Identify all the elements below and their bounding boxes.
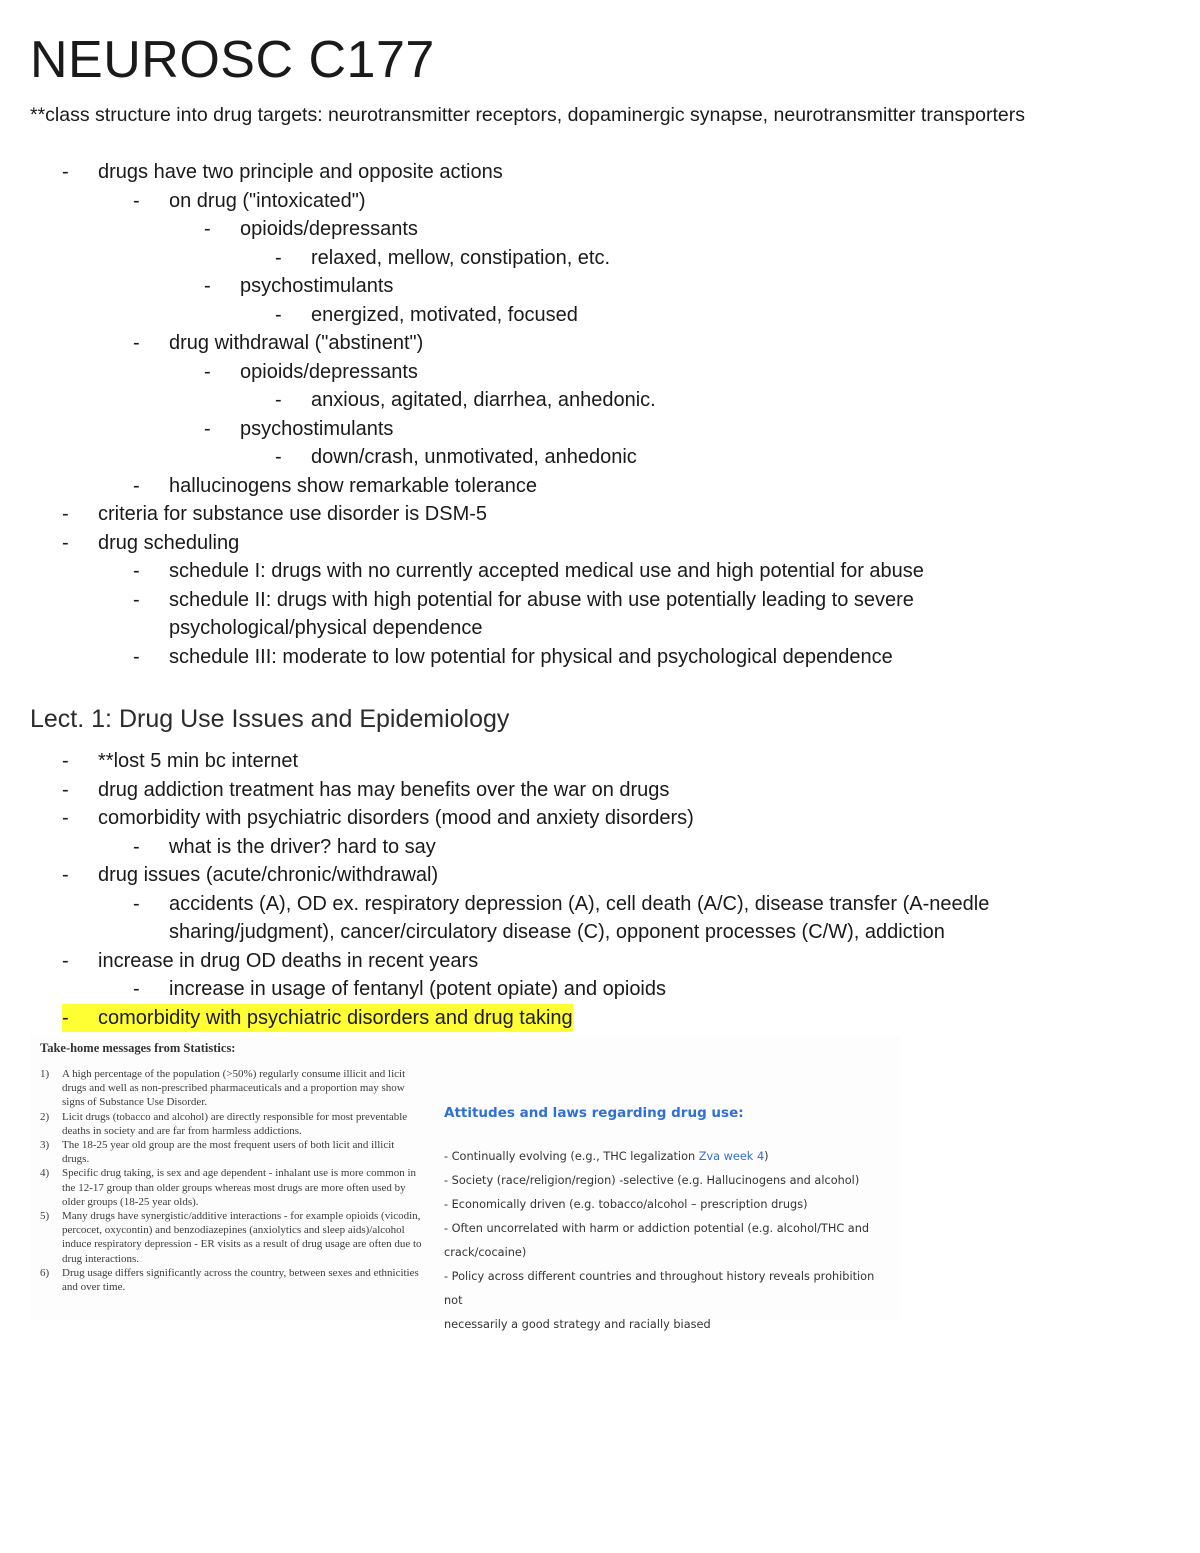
statistics-item <box>34 1138 424 1166</box>
bullet-dash: - <box>204 360 211 383</box>
bullet-text: increase in usage of fentanyl (potent opiate) and opioids <box>169 978 667 1000</box>
statistics-item <box>34 1209 424 1266</box>
bullet-text: criteria for substance use disorder is DSM-5 <box>98 503 488 525</box>
attitudes-item-note: Zva week 4 <box>698 1150 765 1163</box>
attitudes-item <box>444 1241 894 1265</box>
bullet-dash: - <box>275 246 282 269</box>
bullet-text: on drug ("intoxicated") <box>169 189 366 212</box>
attitudes-item <box>444 1193 894 1217</box>
attitudes-item-text: - Society (race/religion/region) -selective (e.g. Hallucinogens and alcohol) <box>444 1174 860 1187</box>
bullet-text: hallucinogens show remarkable tolerance <box>169 474 537 497</box>
bullet-text: drug addiction treatment has may benefits over the war on drugs <box>98 778 670 801</box>
bullet-text: drug withdrawal ("abstinent") <box>169 332 424 354</box>
statistics-item-text: The 18-25 year old group are the most frequent users of both licit and illicit drugs. <box>62 1139 395 1166</box>
bullet-text: drug scheduling <box>98 531 240 554</box>
attitudes-item-text: - Policy across different countries and throughout history reveals prohibition not <box>444 1270 875 1307</box>
bullet-dash: - <box>133 474 140 497</box>
statistics-item-text: Specific drug taking, is sex and age dependent - inhalant use is more common in the 12-17 group than older groups whereas most drugs are more often used by older groups (18-25 year olds). <box>62 1167 417 1208</box>
bullet-dash: - <box>133 835 140 858</box>
attitudes-item-text: - Continually evolving (e.g., THC legalization <box>444 1150 696 1163</box>
bullet-text: what is the driver? hard to say <box>169 835 436 858</box>
statistics-item <box>34 1067 424 1110</box>
bullet-dash: - <box>275 389 282 411</box>
attitudes-item-text: necessarily a good strategy and racially biased <box>444 1318 711 1331</box>
bullet-dash: - <box>133 189 140 212</box>
attitudes-item-tail: ) <box>764 1150 769 1163</box>
statistics-title: Take-home messages from Statistics: <box>40 1041 236 1055</box>
lecture-heading: Lect. 1: Drug Use Issues and Epidemiology <box>30 705 510 733</box>
bullet-text: drug issues (acute/chronic/withdrawal) <box>98 864 439 886</box>
bullet-text: drugs have two principle and opposite actions <box>98 161 503 183</box>
bullet-text: sharing/judgment), cancer/circulatory disease (C), opponent processes (C/W), addiction <box>169 921 945 943</box>
attitudes-title: Attitudes and laws regarding drug use: <box>444 1105 744 1121</box>
statistics-list <box>34 1067 424 1294</box>
bullet-dash: - <box>275 303 282 326</box>
statistics-item-number: 2) <box>40 1110 50 1123</box>
bullet-text: increase in drug OD deaths in recent years <box>98 949 479 972</box>
statistics-item <box>34 1166 424 1209</box>
bullet-text: relaxed, mellow, constipation, etc. <box>311 246 611 269</box>
class-structure-note: **class structure into drug targets: neurotransmitter receptors, dopaminergic synapse, neurotransmitter transporters <box>30 104 1025 126</box>
statistics-item-text: Many drugs have synergistic/additive interactions - for example opioids (vicodin, percocet, oxycontin) and benzodiazepines (anxiolytics and sleep aids)/alcohol induce respiratory depression - ER visits as a result of drug usage are often due to drug interactions. <box>62 1210 422 1265</box>
statistics-item-number: 1) <box>40 1068 50 1080</box>
bullet-text: opioids/depressants <box>240 218 418 240</box>
bullet-text: schedule II: drugs with high potential for abuse with use potentially leading to severe <box>169 588 914 611</box>
statistics-item-text: Drug usage differs significantly across the country, between sexes and ethnicities and over time. <box>62 1266 419 1294</box>
bullet-text: psychostimulants <box>240 417 394 440</box>
bullet-dash: - <box>133 892 140 915</box>
bullet-text: anxious, agitated, diarrhea, anhedonic. <box>311 389 656 411</box>
bullet-dash: - <box>62 807 69 829</box>
bullet-dash: - <box>204 218 211 240</box>
bullet-text: energized, motivated, focused <box>311 303 578 326</box>
bullet-dash: - <box>133 560 140 582</box>
bullet-dash: - <box>133 332 140 354</box>
bullet-text: opioids/depressants <box>240 360 418 383</box>
statistics-item-text: A high percentage of the population (>50%) regularly consume illicit and licit drugs and well as non-prescribed pharmaceuticals and a proportion may show signs of Substance Use Disorder. <box>62 1068 406 1109</box>
bullet-dash: - <box>204 275 211 297</box>
attitudes-item-text: - Economically driven (e.g. tobacco/alcohol – prescription drugs) <box>444 1198 808 1211</box>
bullet-text: **lost 5 min bc internet <box>98 750 299 772</box>
bullet-dash: - <box>62 531 69 554</box>
attitudes-item <box>444 1145 894 1169</box>
bullet-text: psychostimulants <box>240 275 394 297</box>
statistics-item <box>34 1110 424 1138</box>
bullet-dash: - <box>62 750 69 772</box>
bullet-dash: - <box>204 417 211 440</box>
bullet-dash: - <box>62 949 69 972</box>
page-title: NEUROSC C177 <box>30 31 435 89</box>
bullet-text: schedule III: moderate to low potential for physical and psychological dependence <box>169 645 893 668</box>
attitudes-item <box>444 1217 894 1241</box>
bullet-dash: - <box>133 645 140 668</box>
bullet-text: schedule I: drugs with no currently accepted medical use and high potential for abuse <box>169 560 924 582</box>
bullet-text: psychological/physical dependence <box>169 617 483 639</box>
bullet-dash: - <box>133 978 140 1000</box>
bullet-dash: - <box>275 446 282 468</box>
attitudes-item-text: crack/cocaine) <box>444 1246 527 1259</box>
statistics-item-number: 4) <box>40 1167 50 1180</box>
bullet-dash: - <box>62 1004 98 1032</box>
bullet-dash: - <box>62 503 69 525</box>
statistics-item-text: Licit drugs (tobacco and alcohol) are directly responsible for most preventable deaths in society and are far from harmless addictions. <box>62 1110 408 1137</box>
statistics-item-number: 6) <box>40 1266 50 1279</box>
bullet-text: comorbidity with psychiatric disorders (mood and anxiety disorders) <box>98 807 694 829</box>
attitudes-list <box>444 1145 894 1337</box>
statistics-item-number: 3) <box>40 1139 50 1152</box>
attitudes-item <box>444 1265 894 1313</box>
bullet-dash: - <box>133 588 140 611</box>
statistics-item-number: 5) <box>40 1210 50 1223</box>
bullet-text: down/crash, unmotivated, anhedonic <box>311 446 637 468</box>
bullet-dash: - <box>62 778 69 801</box>
bullet-dash: - <box>62 161 69 183</box>
attitudes-item <box>444 1169 894 1193</box>
bullet-text: accidents (A), OD ex. respiratory depression (A), cell death (A/C), disease transfer (A-needle <box>169 892 990 915</box>
bullet-dash: - <box>62 864 69 886</box>
bullet-text: comorbidity with psychiatric disorders and drug taking <box>98 1004 573 1032</box>
embedded-slide-image <box>30 1035 900 1331</box>
statistics-item <box>34 1266 424 1294</box>
attitudes-item-text: - Often uncorrelated with harm or addiction potential (e.g. alcohol/THC and <box>444 1222 870 1235</box>
attitudes-item <box>444 1313 894 1337</box>
